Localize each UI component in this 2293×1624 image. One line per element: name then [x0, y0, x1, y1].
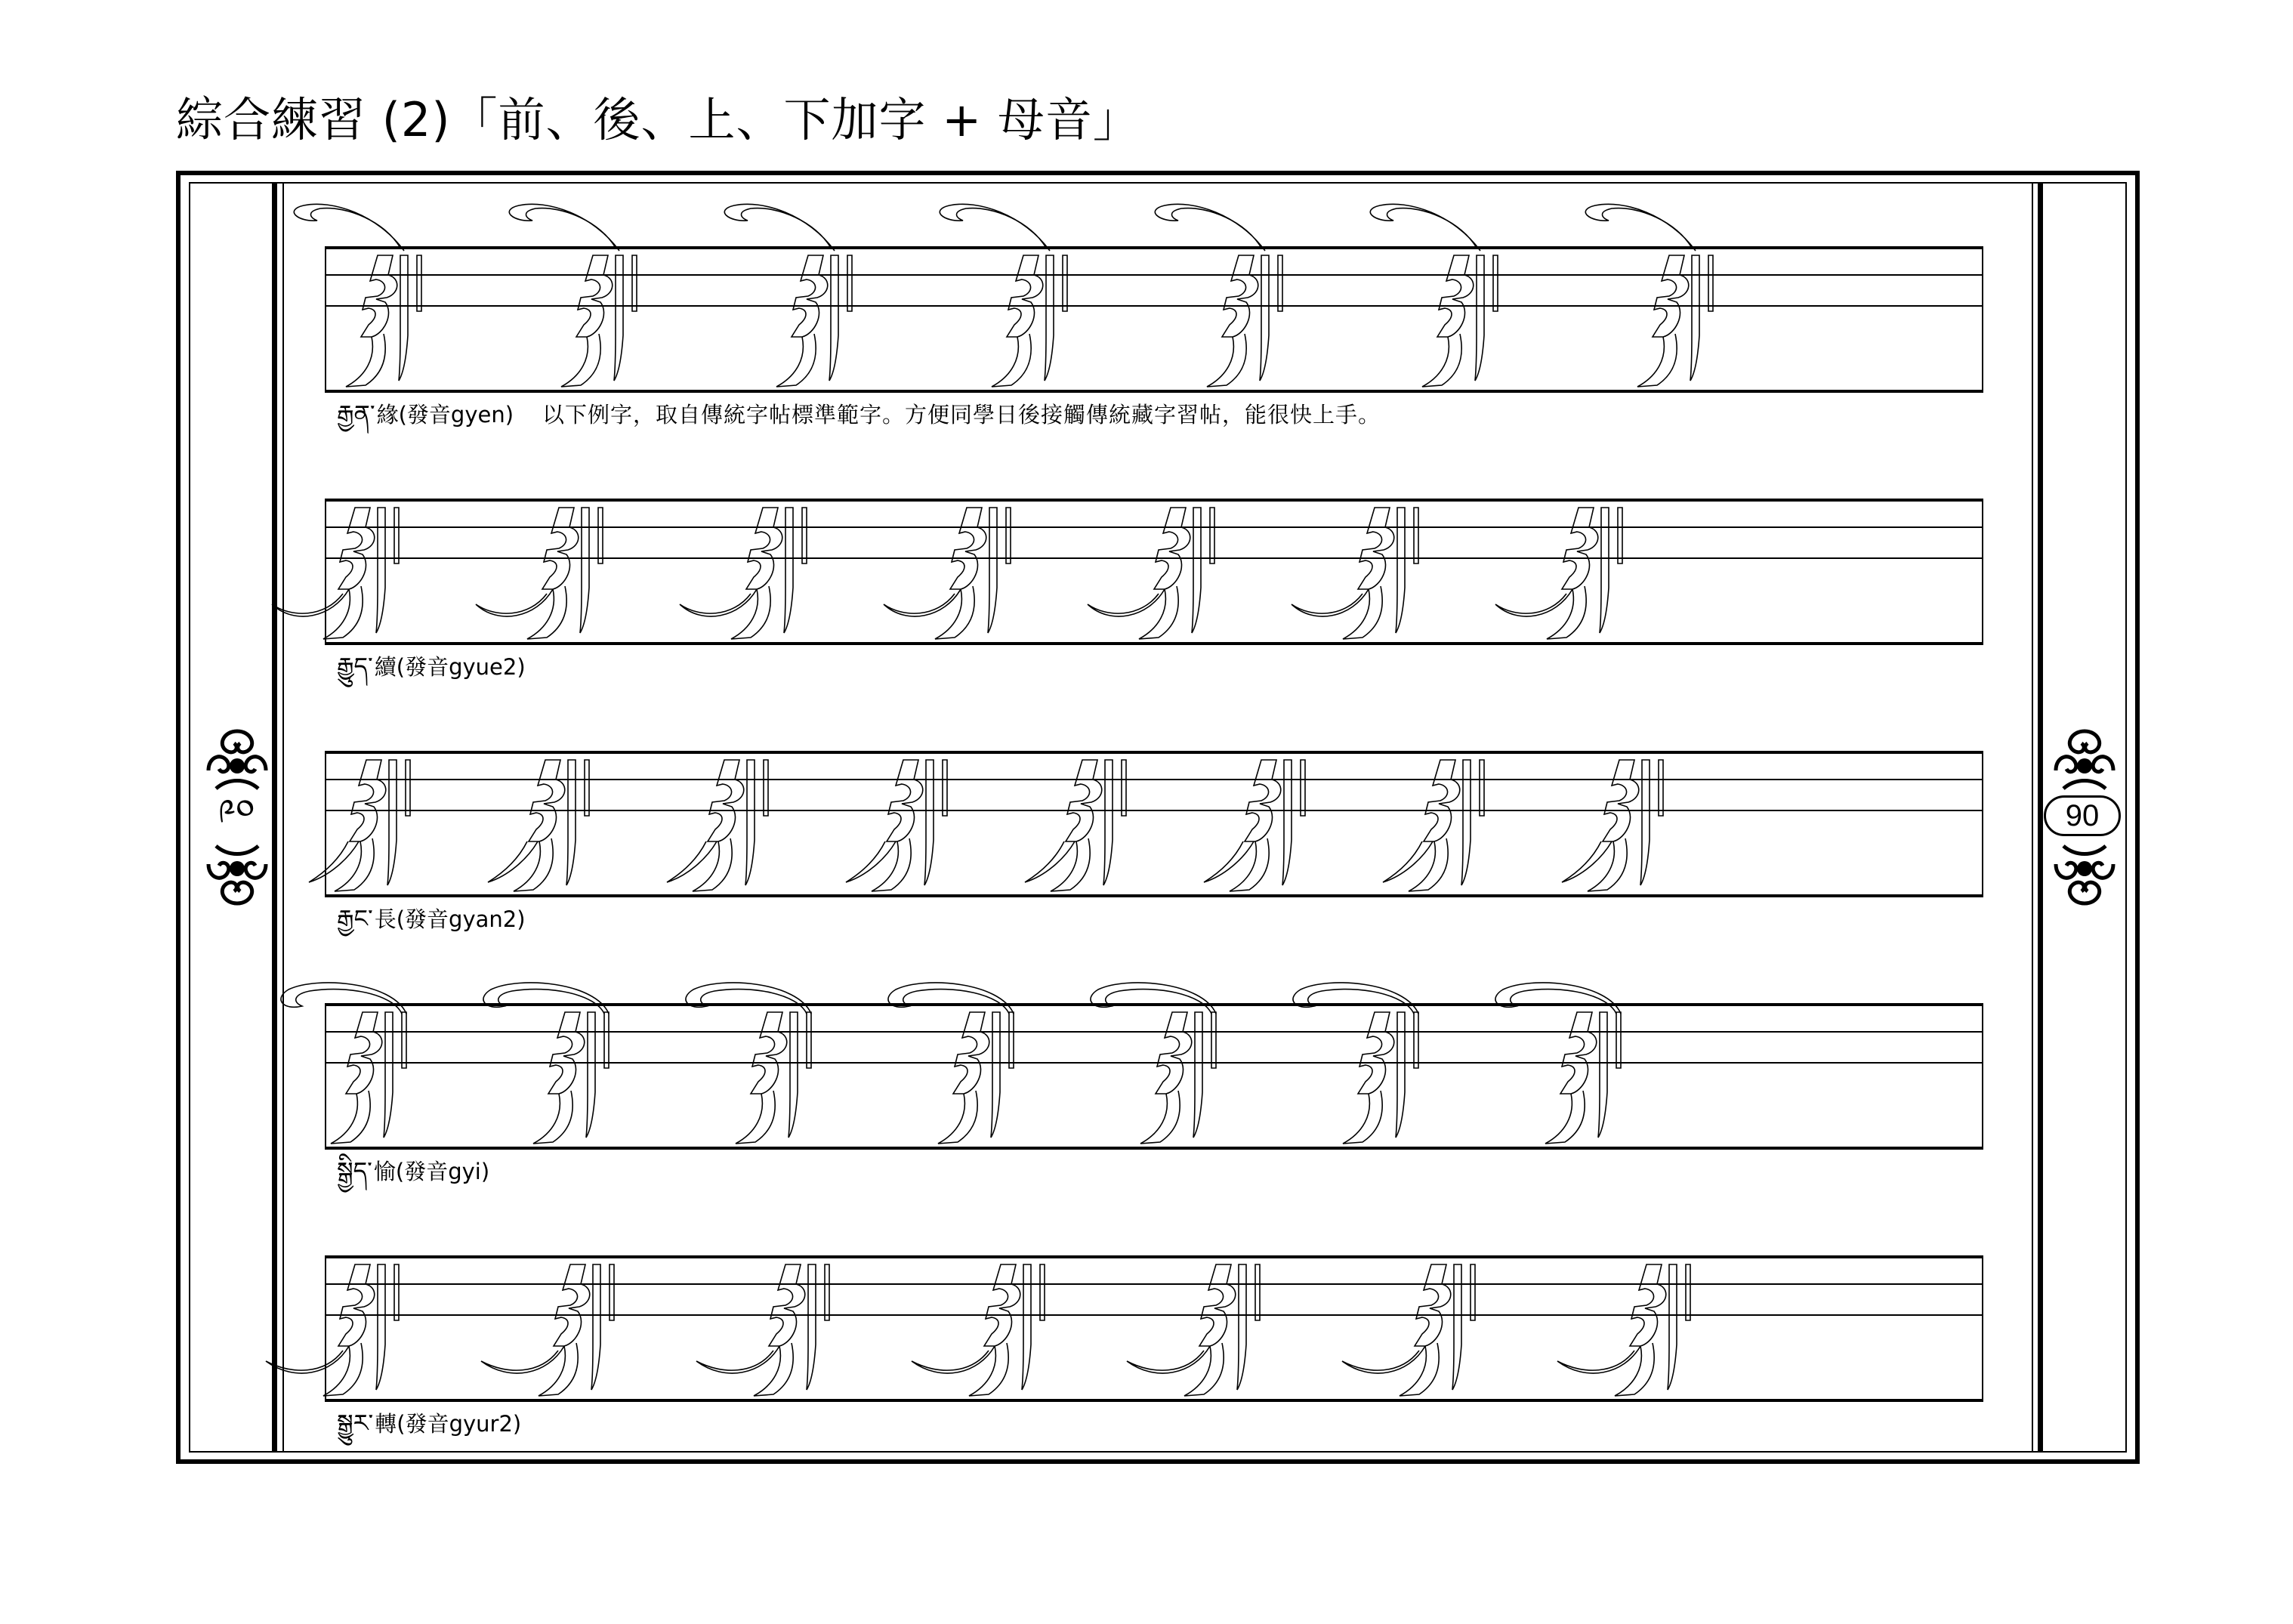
tracing-glyph	[888, 983, 1014, 1144]
tracing-glyph	[686, 983, 811, 1144]
tracing-glyph	[696, 1264, 829, 1396]
tracing-glyph	[488, 760, 589, 891]
tracing-glyph	[476, 508, 603, 639]
tibetan-word: རྒྱང་	[337, 904, 373, 933]
chinese-meaning: 續	[374, 654, 397, 680]
tracing-glyph	[1495, 508, 1622, 639]
tibetan-word: རྒྱན་	[337, 400, 375, 428]
tracing-glyph	[1088, 508, 1214, 639]
chinese-meaning: 愉	[373, 1159, 396, 1184]
tracing-glyph	[912, 1264, 1045, 1396]
tracing-glyph	[667, 760, 768, 891]
tracing-glyph	[272, 508, 399, 639]
page-title: 綜合練習 (2)「前、後、上、下加字 + 母音」	[176, 92, 1140, 147]
tracing-glyph	[309, 760, 410, 891]
caption-row-2	[337, 652, 526, 681]
page-number-tibetan: ༩༠	[218, 792, 255, 832]
pronunciation: (發音gyan2)	[396, 906, 526, 932]
instruction-note: 以下例字，取自傳統字帖標準範字。方便同學日後接觸傳統藏字習帖，能很快上手。	[542, 402, 1381, 428]
tracing-glyph	[1585, 204, 1713, 387]
pronunciation: (發音gyi)	[395, 1159, 490, 1184]
tracing-glyph	[481, 1264, 614, 1396]
caption-row-5	[337, 1411, 521, 1435]
tibetan-word: སྒྱུར་	[337, 1409, 374, 1437]
caption-row-1	[337, 402, 1381, 426]
tracing-glyph	[483, 983, 609, 1144]
tibetan-word: རྒྱུད་	[337, 652, 373, 681]
tracing-glyph	[680, 508, 807, 639]
pronunciation: (發音gyen)	[398, 402, 514, 428]
tracing-glyph	[294, 204, 421, 387]
page-number: 90	[2044, 795, 2121, 836]
tracing-glyph	[281, 983, 406, 1144]
tracing-glyph	[1293, 983, 1418, 1144]
tracing-glyph	[1292, 508, 1418, 639]
tracing-glyph	[1091, 983, 1216, 1144]
tibetan-word: སྒྱིད་	[337, 1156, 372, 1185]
chinese-meaning: 轉	[375, 1411, 397, 1437]
tracing-glyph	[1370, 204, 1498, 387]
tracing-glyph	[884, 508, 1011, 639]
tracing-glyph	[509, 204, 637, 387]
tracing-glyph	[1155, 204, 1282, 387]
tracing-glyph	[1342, 1264, 1475, 1396]
tracing-glyph	[1557, 1264, 1690, 1396]
chinese-meaning: 緣	[376, 402, 399, 428]
tracing-glyph	[1562, 760, 1663, 891]
tracing-glyph	[940, 204, 1067, 387]
tracing-glyph	[1383, 760, 1484, 891]
tracing-glyph	[846, 760, 947, 891]
caption-row-3	[337, 906, 526, 931]
chinese-meaning: 長	[374, 906, 397, 932]
tracing-glyph	[266, 1264, 399, 1396]
tracing-glyph	[724, 204, 852, 387]
tracing-glyph	[1025, 760, 1126, 891]
tracing-glyph	[1127, 1264, 1260, 1396]
pronunciation: (發音gyur2)	[397, 1411, 522, 1437]
tracing-glyph	[1204, 760, 1305, 891]
tracing-glyph	[1495, 983, 1621, 1144]
pronunciation: (發音gyue2)	[396, 654, 526, 680]
caption-row-4	[337, 1156, 490, 1185]
